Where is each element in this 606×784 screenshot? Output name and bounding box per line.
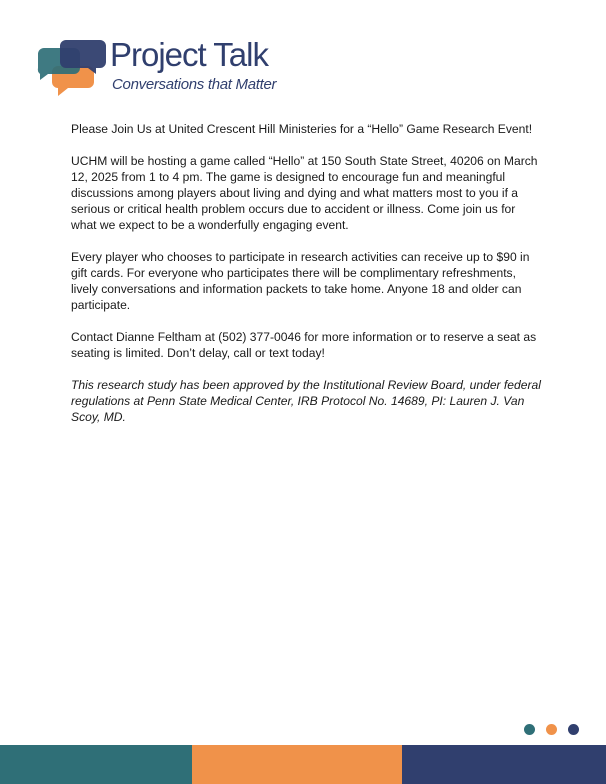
letter-body bbox=[71, 121, 541, 441]
footer-band-navy bbox=[402, 745, 606, 784]
logo-title: Project Talk bbox=[110, 36, 268, 73]
navy-dot bbox=[568, 724, 579, 735]
decorative-dots bbox=[524, 724, 579, 735]
footer-band-teal bbox=[0, 745, 192, 784]
participation-paragraph: Every player who chooses to participate in research activities can receive up to $90 in gift cards. For everyone who participates there will be complimentary refreshments, lively conversations and information packets to take home. Anyone 18 and older can participate. bbox=[71, 250, 530, 312]
footer-color-band bbox=[0, 745, 606, 784]
contact-paragraph: Contact Dianne Feltham at (502) 377-0046 for more information or to reserve a seat as seating is limited. Don’t delay, call or text today! bbox=[71, 330, 537, 360]
project-talk-logo bbox=[36, 38, 276, 100]
irb-disclaimer: This research study has been approved by the Institutional Review Board, under federal regulations at Penn State Medical Center, IRB Protocol No. 14689, PI: Lauren J. Van Scoy, MD. bbox=[71, 378, 541, 424]
logo-subtitle: Conversations that Matter bbox=[112, 76, 277, 93]
footer-band-orange bbox=[192, 745, 402, 784]
orange-dot bbox=[546, 724, 557, 735]
teal-dot bbox=[524, 724, 535, 735]
event-details-paragraph: UCHM will be hosting a game called “Hello” at 150 South State Street, 40206 on March 12, 2025 from 1 to 4 pm. The game is designed to encourage fun and meaningful discussions among players about living and dying and what matters most to you if a serious or critical health problem occurs due to accident or illness. Come join us for what we expect to be a wonderfully engaging event. bbox=[71, 154, 538, 232]
event-heading: Please Join Us at United Crescent Hill Ministeries for a “Hello” Game Research Event! bbox=[71, 122, 533, 136]
speech-bubbles-icon bbox=[36, 38, 108, 98]
